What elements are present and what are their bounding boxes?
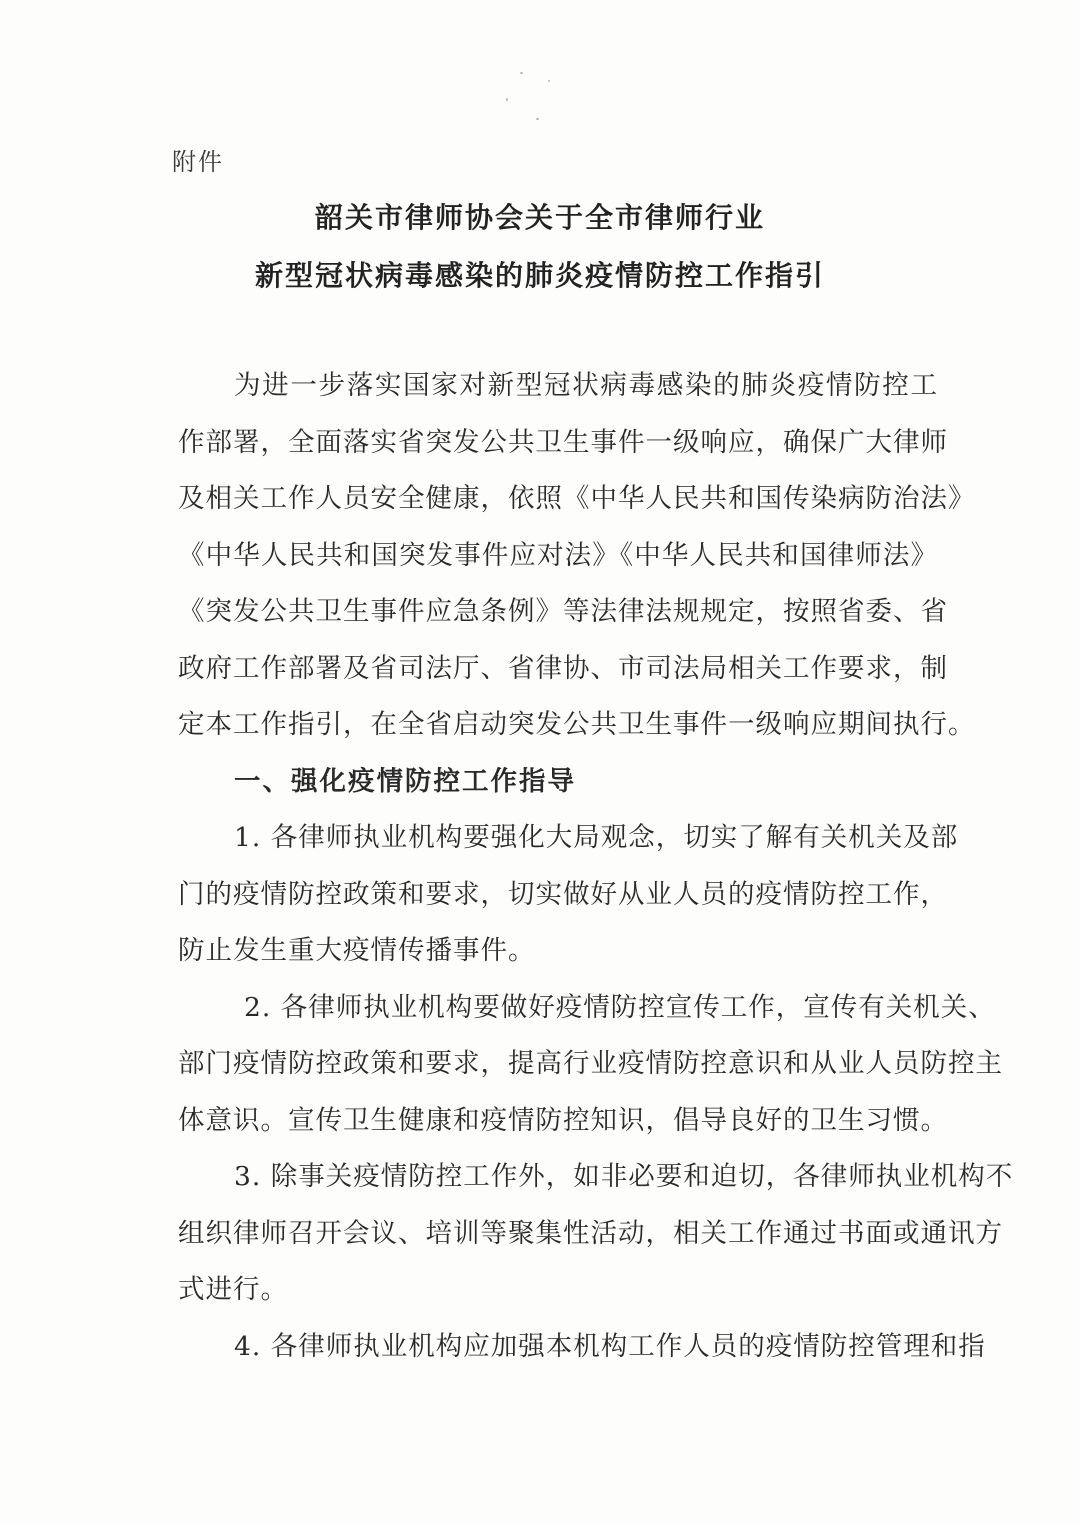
- item-3-line: 式进行。: [178, 1274, 288, 1305]
- document-title-line-2: 新型冠状病毒感染的肺炎疫情防控工作指引: [254, 259, 825, 292]
- item-2-line: 体意识。宣传卫生健康和疫情防控知识，倡导良好的卫生习惯。: [178, 1104, 948, 1136]
- document-body: [178, 358, 1014, 1375]
- attachment-label: 附件: [172, 148, 224, 176]
- intro-line: 《中华人民共和国突发事件应对法》《中华人民共和国律师法》: [178, 539, 938, 571]
- intro-line: 《突发公共卫生事件应急条例》等法律法规规定，按照省委、省: [178, 596, 948, 627]
- intro-line: 定本工作指引，在全省启动突发公共卫生事件一级响应期间执行。: [178, 709, 976, 740]
- item-2-line: 2. 各律师执业机构要做好疫情防控宣传工作，宣传有关机关、: [244, 991, 996, 1023]
- intro-line: 及相关工作人员安全健康，依照《中华人民共和国传染病防治法》: [178, 483, 976, 514]
- item-4-line: 4. 各律师执业机构应加强本机构工作人员的疫情防控管理和指: [234, 1330, 986, 1362]
- item-3-line: 组织律师召开会议、培训等聚集性活动，相关工作通过书面或通讯方: [178, 1217, 1003, 1249]
- item-1-line: 门的疫情防控政策和要求，切实做好从业人员的疫情防控工作，: [178, 878, 948, 910]
- intro-line: 作部署，全面落实省突发公共卫生事件一级响应，确保广大律师: [178, 426, 948, 458]
- section-heading: 一、强化疫情防控工作指导: [234, 765, 576, 797]
- scan-speck: [536, 118, 539, 120]
- scan-speck: [520, 72, 523, 74]
- document-title-line-1: 韶关市律师协会关于全市律师行业: [314, 201, 765, 234]
- scan-speck: [506, 98, 508, 101]
- intro-line: 为进一步落实国家对新型冠状病毒感染的肺炎疫情防控工: [234, 370, 938, 401]
- scan-speck: [548, 80, 550, 82]
- item-1-line: 防止发生重大疫情传播事件。: [178, 935, 536, 966]
- item-2-line: 部门疫情防控政策和要求，提高行业疫情防控意识和从业人员防控主: [178, 1048, 1003, 1079]
- item-1-line: 1. 各律师执业机构要强化大局观念，切实了解有关机关及部: [234, 822, 959, 853]
- item-3-line: 3. 除事关疫情防控工作外，如非必要和迫切，各律师执业机构不: [234, 1161, 1014, 1192]
- intro-line: 政府工作部署及省司法厅、省律协、市司法局相关工作要求，制: [178, 652, 948, 684]
